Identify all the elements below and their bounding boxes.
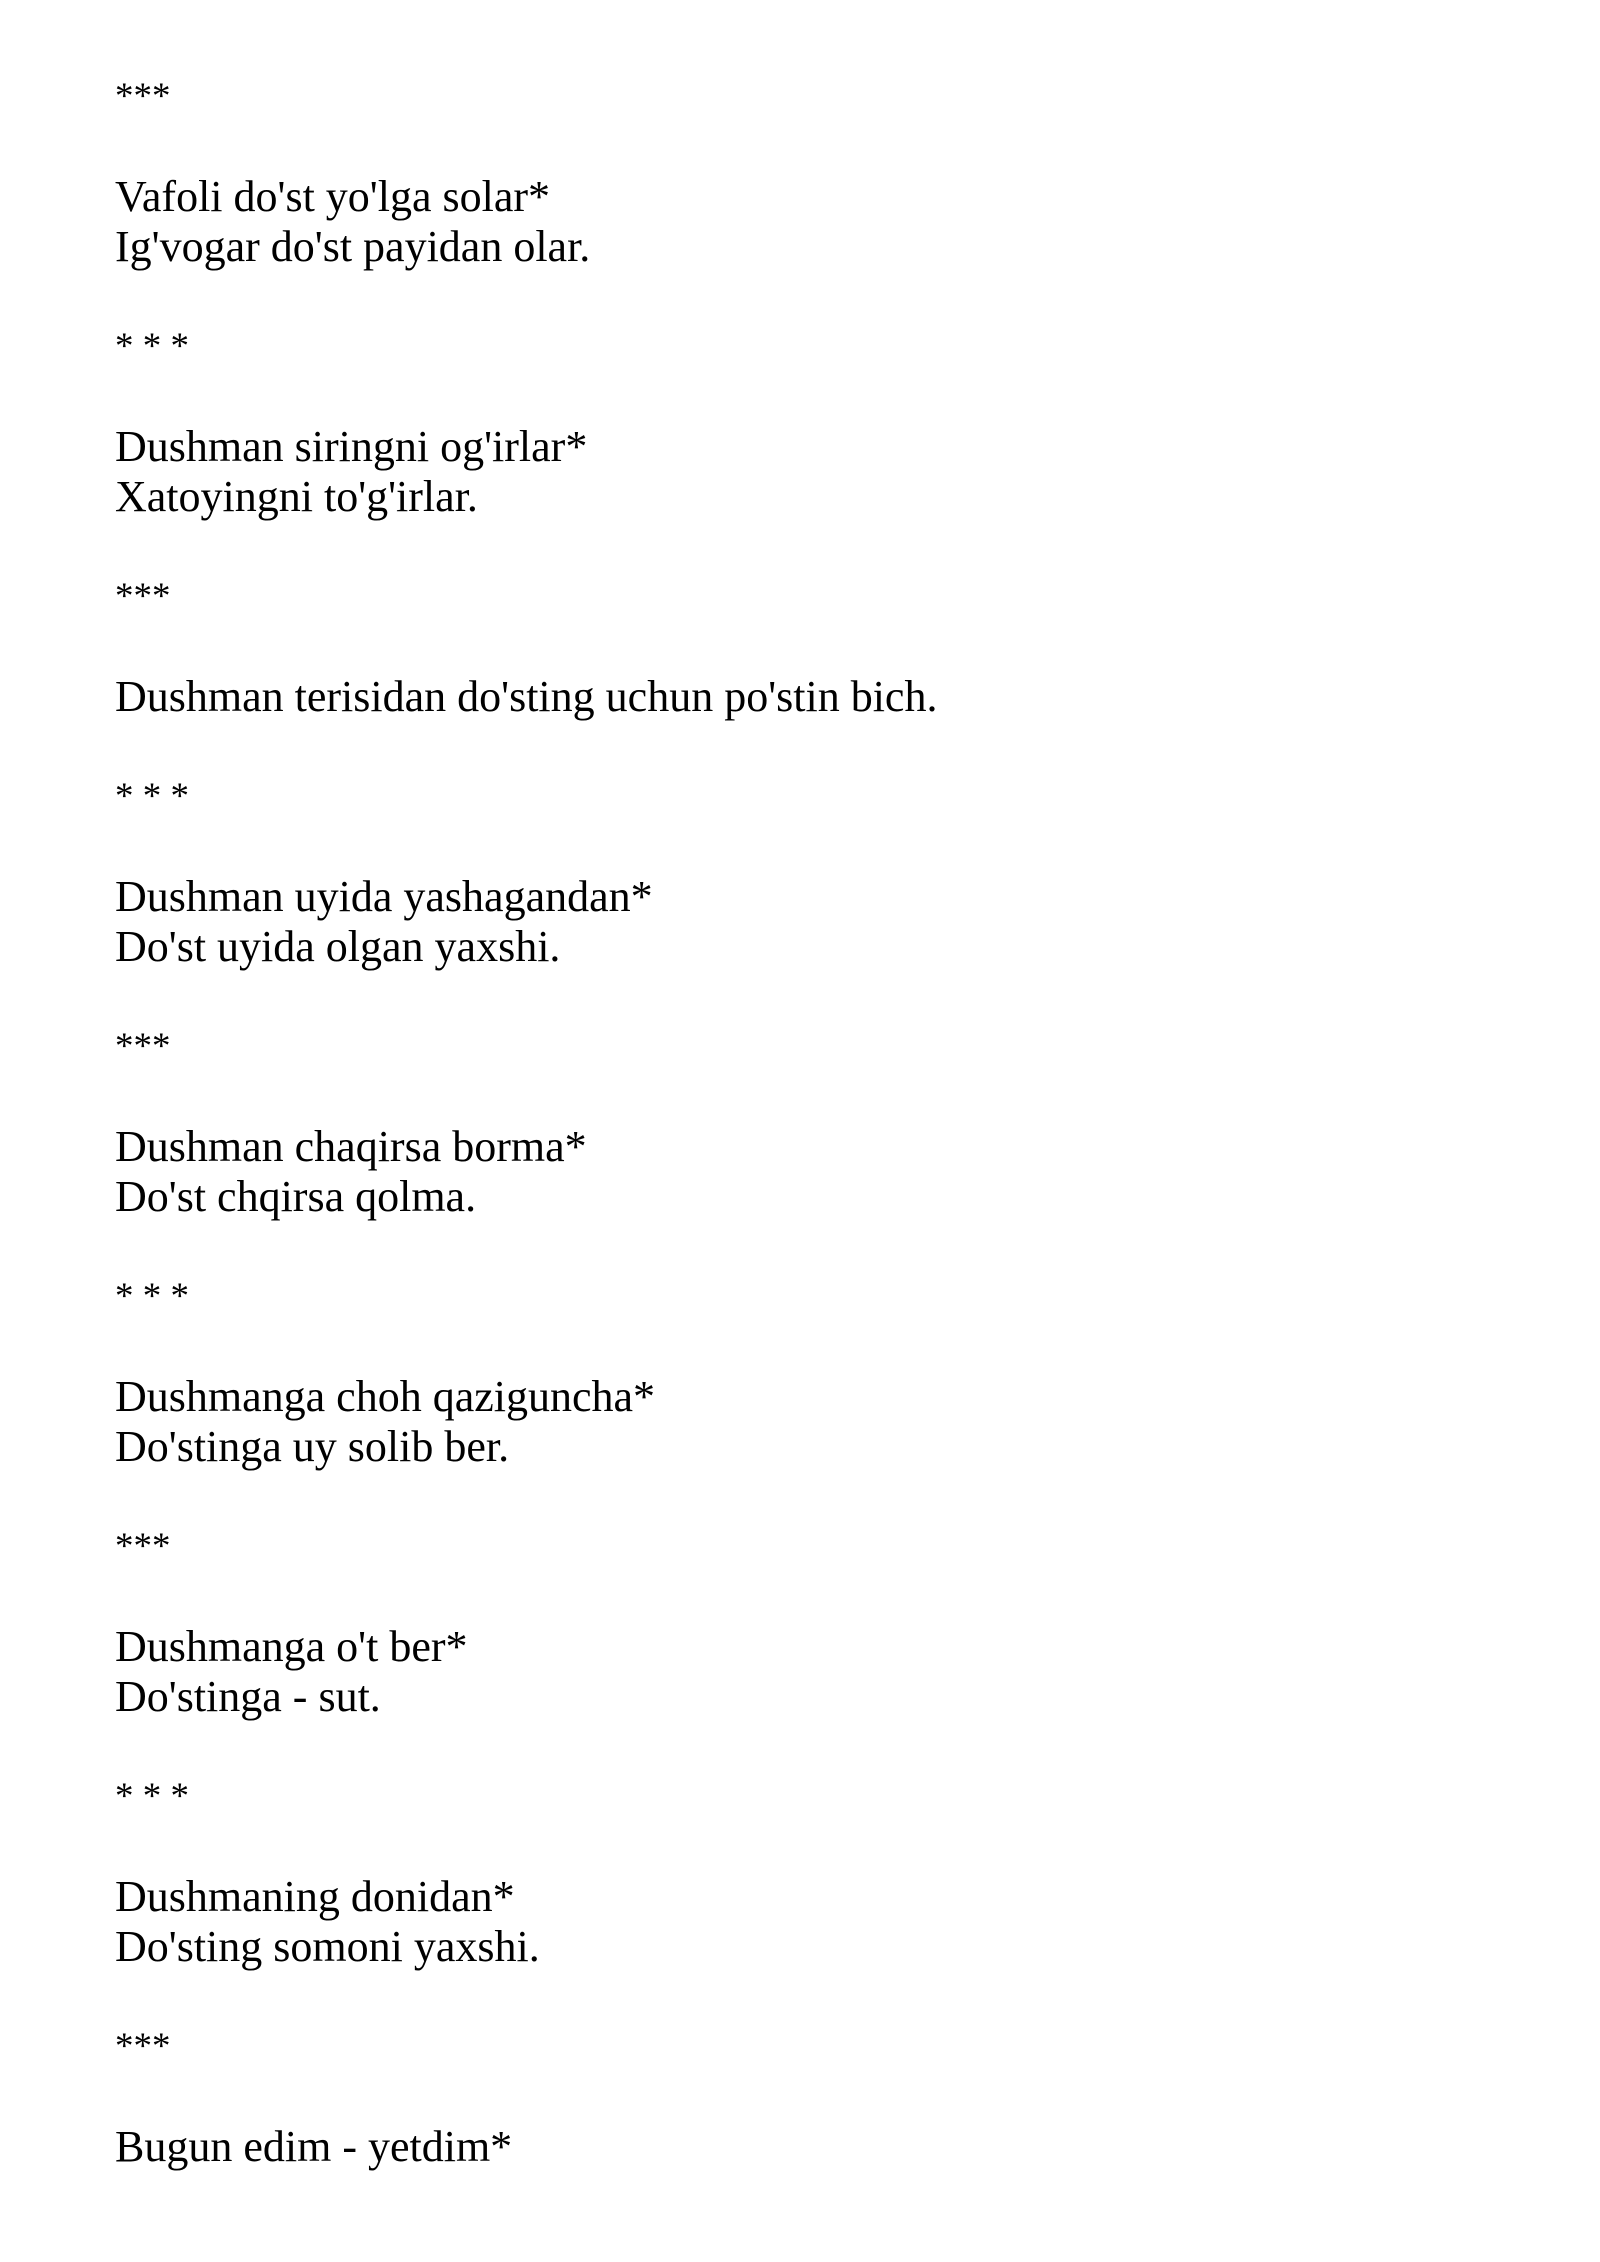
proverb-line: Dushmanga o't ber* (115, 1622, 468, 1671)
separator: *** (115, 76, 171, 117)
proverb-line: Do'stinga uy solib ber. (115, 1422, 510, 1471)
separator: *** (115, 1526, 171, 1567)
proverb-line: Dushmaning donidan* (115, 1872, 515, 1921)
proverb-line: Vafoli do'st yo'lga solar* (115, 172, 551, 221)
proverb (115, 172, 1495, 272)
proverb-line: Do'sting somoni yaxshi. (115, 1922, 540, 1971)
separator: *** (115, 576, 171, 617)
proverb-line: Bugun edim - yetdim* (115, 2122, 513, 2171)
proverb-line: Do'st uyida olgan yaxshi. (115, 922, 561, 971)
proverb (115, 872, 1495, 972)
proverb-line: Dushman uyida yashagandan* (115, 872, 653, 921)
separator: *** (115, 1026, 171, 1067)
proverb (115, 1122, 1495, 1222)
proverb-line: Do'st chqirsa qolma. (115, 1172, 477, 1221)
proverb (115, 1372, 1495, 1472)
separator: * * * (115, 1276, 189, 1317)
proverb (115, 422, 1495, 522)
proverb-line: Dushman chaqirsa borma* (115, 1122, 587, 1171)
proverb-line: Do'stinga - sut. (115, 1672, 381, 1721)
proverb-line: Dushmanga choh qaziguncha* (115, 1372, 656, 1421)
proverb-line: Xatoyingni to'g'irlar. (115, 472, 478, 521)
separator: *** (115, 2026, 171, 2067)
proverb-line: Dushman terisidan do'sting uchun po'stin bich. (115, 672, 938, 721)
proverb-list (115, 72, 1495, 2172)
proverb-line: Ig'vogar do'st payidan olar. (115, 222, 591, 271)
proverb (115, 2122, 1495, 2172)
separator: * * * (115, 776, 189, 817)
proverb (115, 672, 1495, 722)
separator: * * * (115, 1776, 189, 1817)
proverb-line: Dushman siringni og'irlar* (115, 422, 588, 471)
separator: * * * (115, 326, 189, 367)
proverb (115, 1872, 1495, 1972)
proverb (115, 1622, 1495, 1722)
